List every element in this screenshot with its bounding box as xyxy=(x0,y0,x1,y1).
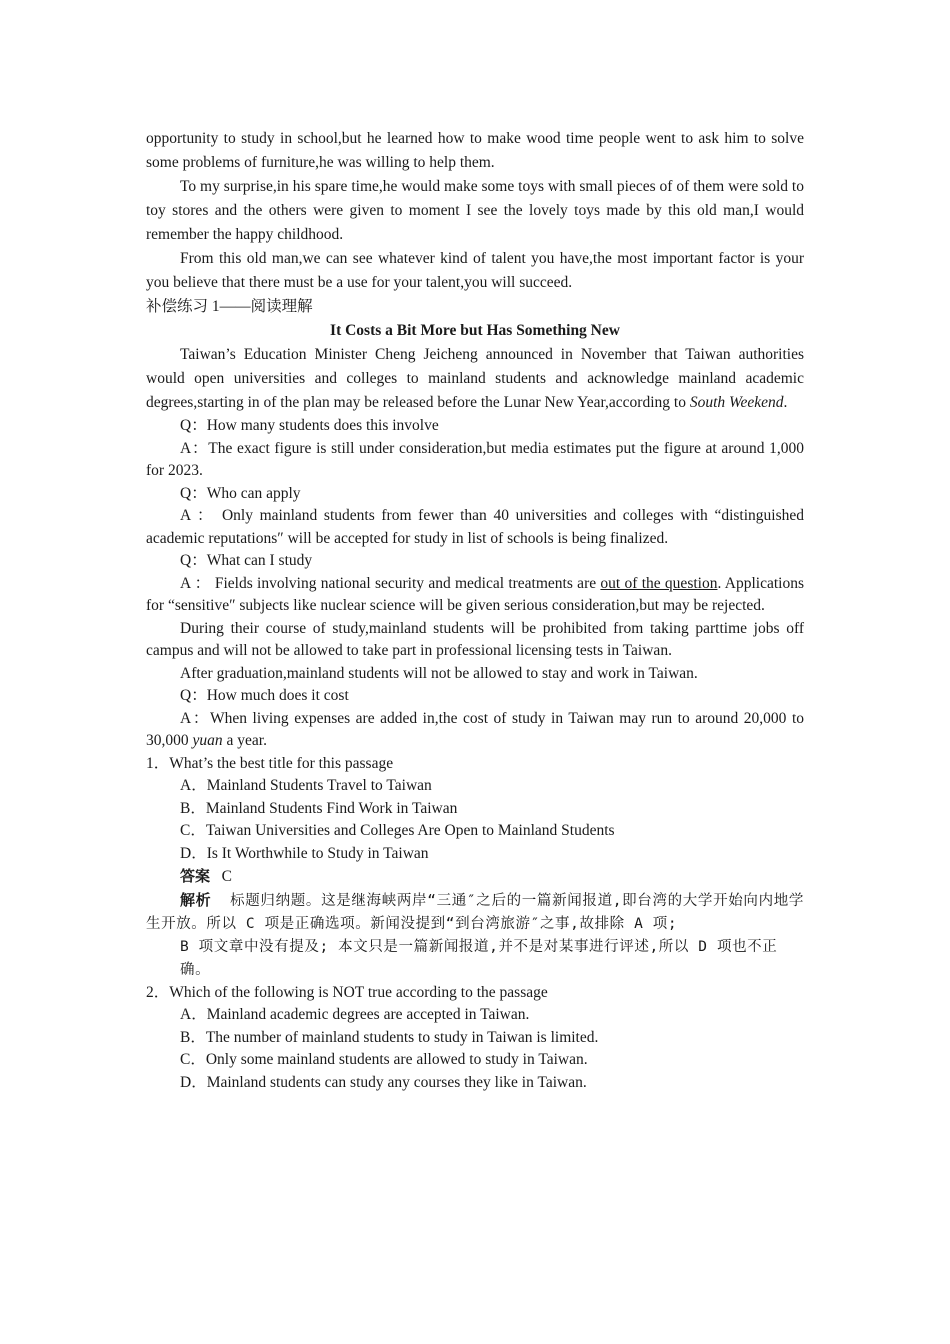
answer-4-post: a year. xyxy=(222,732,267,749)
answer-3 xyxy=(146,573,804,618)
answer-3-post: . Applications for “sensitive″ subjects like nuclear science will be given serious consideration,but may be rejected. xyxy=(146,574,804,614)
q1-analysis-1 xyxy=(146,889,804,936)
answer-1: A：The exact figure is still under consideration,but media estimates put the figure at around 1,000 for 2023. xyxy=(146,439,804,479)
question-1: Q：How many students does this involve xyxy=(180,417,439,434)
article-paragraph-1-text: Taiwan’s Education Minister Cheng Jeicheng announced in November that Taiwan authorities would open universities and colleges to mainland students and acknowledge mainland academic degrees,starting in of the plan may be released before the Lunar New Year,according to xyxy=(146,346,804,411)
intro-paragraph-3: From this old man,we can see whatever kind of talent you have,the most important factor is your you believe that there must be a use for your talent,you will succeed. xyxy=(146,250,804,291)
answer-3-pre: A ： Fields involving national security and medical treatments are xyxy=(180,574,601,592)
q1-option-c: C．Taiwan Universities and Colleges Are Open to Mainland Students xyxy=(180,822,615,839)
question-4: Q：How much does it cost xyxy=(180,687,349,704)
q1-analysis-3: 确。 xyxy=(180,961,211,978)
q1-option-b: B．Mainland Students Find Work in Taiwan xyxy=(180,799,458,817)
paragraph-during-study: During their course of study,mainland students will be prohibited from taking parttime jobs off campus and will not be allowed to take part in professional licensing tests in Taiwan. xyxy=(146,619,804,659)
answer-label: 答案 xyxy=(180,867,211,885)
article-paragraph-1 xyxy=(146,343,804,415)
question-3: Q：What can I study xyxy=(180,552,313,569)
document-page xyxy=(146,127,804,1094)
answer-4 xyxy=(146,708,804,753)
answer-2: A ： Only mainland students from fewer than 40 universities and colleges with “distinguished academic reputations″ will be accepted for study in list of schools is being finalized. xyxy=(146,507,804,547)
analysis-text-1: 标题归纳题。这是继海峡两岸“三通″之后的一篇新闻报道,即台湾的大学开始向内地学生开放。所以 C 项是正确选项。新闻没提到“到台湾旅游″之事,故排除 A 项; xyxy=(146,892,804,932)
q1-answer xyxy=(146,865,804,889)
q2-option-b: B．The number of mainland students to study in Taiwan is limited. xyxy=(180,1028,599,1046)
q2-option-d: D．Mainland students can study any courses they like in Taiwan. xyxy=(180,1073,587,1091)
q1-option-a: A．Mainland Students Travel to Taiwan xyxy=(180,777,432,794)
section-label: 补偿练习 1——阅读理解 xyxy=(146,298,313,315)
article-paragraph-1-end: . xyxy=(783,394,788,411)
currency-yuan: yuan xyxy=(192,732,223,749)
question-stem-2: 2．Which of the following is NOT true according to the passage xyxy=(146,983,548,1001)
question-2: Q：Who can apply xyxy=(180,484,301,502)
underlined-phrase: out of the question xyxy=(600,574,718,592)
answer-4-pre: A：When living expenses are added in,the cost of study in Taiwan may run to around 20,000 to 30,000 xyxy=(146,709,804,749)
q1-analysis-2: B 项文章中没有提及; 本文只是一篇新闻报道,并不是对某事进行评述,所以 D 项也不正 xyxy=(180,938,778,955)
question-stem-1: 1．What’s the best title for this passage xyxy=(146,754,394,772)
q2-option-a: A．Mainland academic degrees are accepted in Taiwan. xyxy=(180,1006,530,1023)
article-title: It Costs a Bit More but Has Something New xyxy=(330,322,620,339)
intro-paragraph-2: To my surprise,in his spare time,he would make some toys with small pieces of of them were sold to toy stores and the others were given to moment I see the lovely toys made by this old man,I would remember the happy childhood. xyxy=(146,178,804,243)
q1-option-d: D．Is It Worthwhile to Study in Taiwan xyxy=(180,844,429,862)
analysis-label: 解析 xyxy=(180,890,212,909)
source-name: South Weekend xyxy=(689,394,784,411)
paragraph-after-graduation: After graduation,mainland students will not be allowed to stay and work in Taiwan. xyxy=(180,664,698,682)
intro-paragraph-1: opportunity to study in school,but he learned how to make wood time people went to ask him to solve some problems of furniture,he was willing to help them. xyxy=(146,130,804,171)
q2-option-c: C．Only some mainland students are allowed to study in Taiwan. xyxy=(180,1051,588,1068)
answer-value: C xyxy=(221,868,232,885)
